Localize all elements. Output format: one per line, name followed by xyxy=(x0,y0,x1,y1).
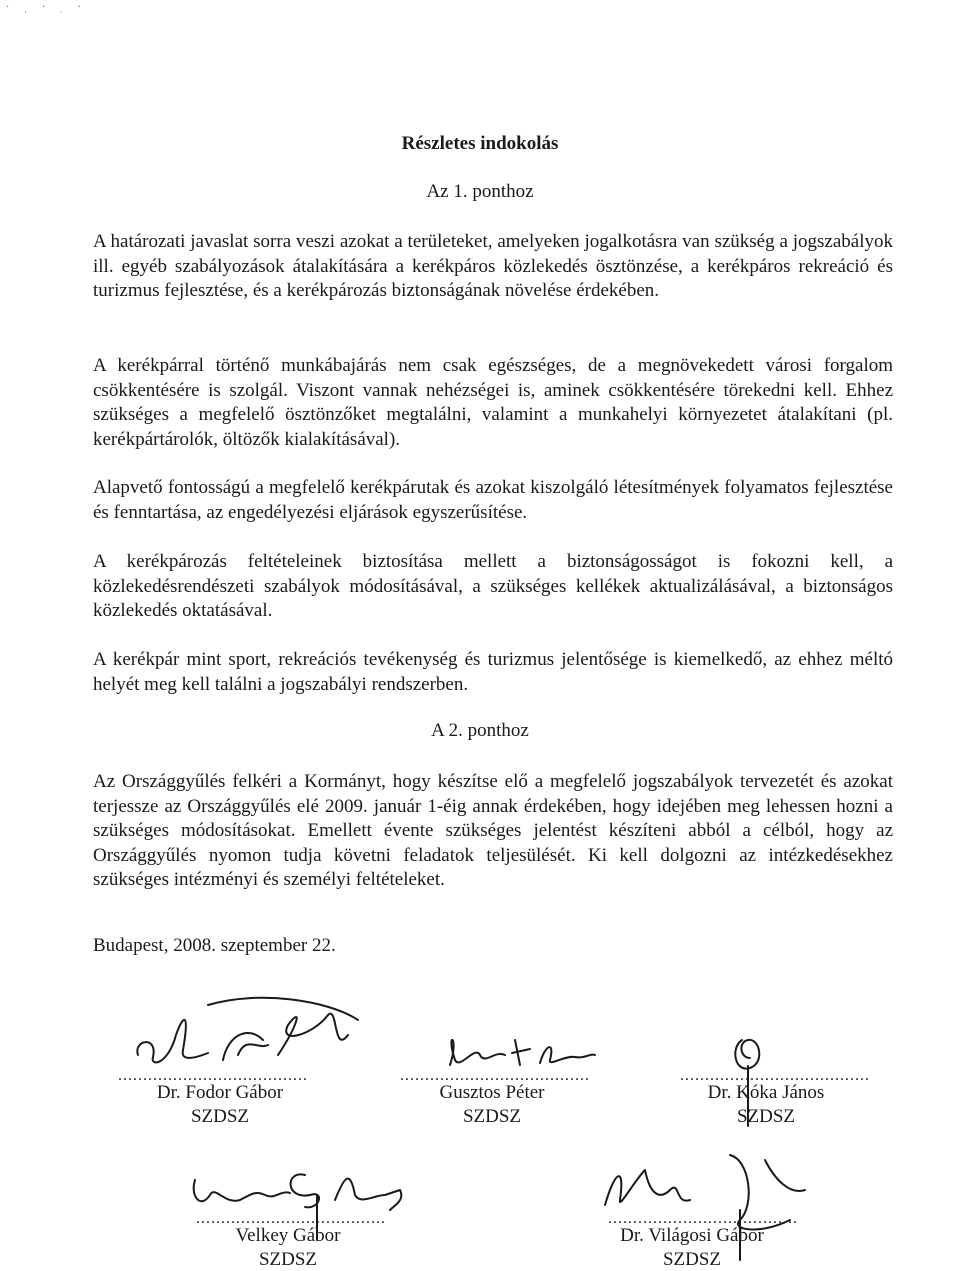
section-heading-1: Az 1. ponthoz xyxy=(426,181,534,202)
paragraph-3: Alapvető fontosságú a megfelelő kerékpárutak és azokat kiszolgáló létesítmények folyamatos fejlesztése és fenntartása, az engedélyezési eljárások egyszerűsítése. xyxy=(93,477,893,523)
signature-fodor xyxy=(128,995,358,1075)
place-and-date: Budapest, 2008. szeptember 22. xyxy=(93,935,336,956)
signature-line-4: ...................................... xyxy=(196,1210,386,1227)
signatory-party-2: SZDSZ xyxy=(462,1106,522,1127)
paragraph-5: A kerékpár mint sport, rekreációs tevékenység és turizmus jelentősége is kiemelkedő, az ehhez méltó helyét meg kell találni a jogszabályi rendszerben. xyxy=(93,649,893,695)
signatory-party-1: SZDSZ xyxy=(190,1106,250,1127)
signature-line-3: ...................................... xyxy=(680,1067,870,1084)
signature-line-1: ...................................... xyxy=(118,1067,308,1084)
paragraph-4: A kerékpározás feltételeinek biztosítása mellett a biztonságosságot is fokozni kell, a közlekedésrendészeti szabályok módosításával, a szükséges kellékek aktualizálásával, a biztonságos közlekedés oktatásával. xyxy=(93,551,893,621)
signatory-party-3: SZDSZ xyxy=(736,1106,796,1127)
signatory-name-1: Dr. Fodor Gábor xyxy=(156,1082,284,1103)
paragraph-2: A kerékpárral történő munkábajárás nem csak egészséges, de a megnövekedett városi forgalom csökkentésére is szolgál. Viszont vannak nehézségei is, aminek csökkentésére törekedni kell. Ehhez szükséges a megfelelő ösztönzőket megtalálni, valamint a munkahelyi környezetet átalakítani (pl. kerékpártárolók, öltözők kialakításával). xyxy=(93,355,893,450)
document-title: Részletes indokolás xyxy=(401,133,559,154)
paragraph-6: Az Országgyűlés felkéri a Kormányt, hogy készítse elő a megfelelő jogszabályok tervezetét és azokat terjessze az Országgyűlés elé 2009. január 1-éig annak érdekében, hogy idejében meg lehessen hozni a szükséges módosításokat. Emellett évente szükséges jelentést készíteni abból a célból, hogy az Országgyűlés nyomon tudja követni feladatok teljesülését. Ki kell dolgozni az intézkedésekhez szükséges intézményi és személyi feltételeket. xyxy=(93,771,893,890)
signatory-party-4: SZDSZ xyxy=(258,1249,318,1270)
signatory-name-5: Dr. Világosi Gábor xyxy=(620,1225,764,1246)
signature-line-5: ...................................... xyxy=(608,1210,798,1227)
signature-line-2: ...................................... xyxy=(400,1067,590,1084)
signatory-party-5: SZDSZ xyxy=(662,1249,722,1270)
scan-specks: · ˌ · ˌ · xyxy=(6,2,87,13)
paragraph-1: A határozati javaslat sorra veszi azokat a területeket, amelyeken jogalkotásra van szükség a jogszabályok ill. egyéb szabályozások átalakítására a kerékpáros közlekedés ösztönzése, a kerékpáros rekreáció és turizmus fejlesztése, és a kerékpározás biztonságának növelése érdekében. xyxy=(93,231,893,301)
signatory-name-3: Dr. Kóka János xyxy=(707,1082,825,1103)
signatory-name-4: Velkey Gábor xyxy=(235,1225,341,1246)
signatory-name-2: Gusztos Péter xyxy=(439,1082,545,1103)
section-heading-2: A 2. ponthoz xyxy=(431,720,529,741)
